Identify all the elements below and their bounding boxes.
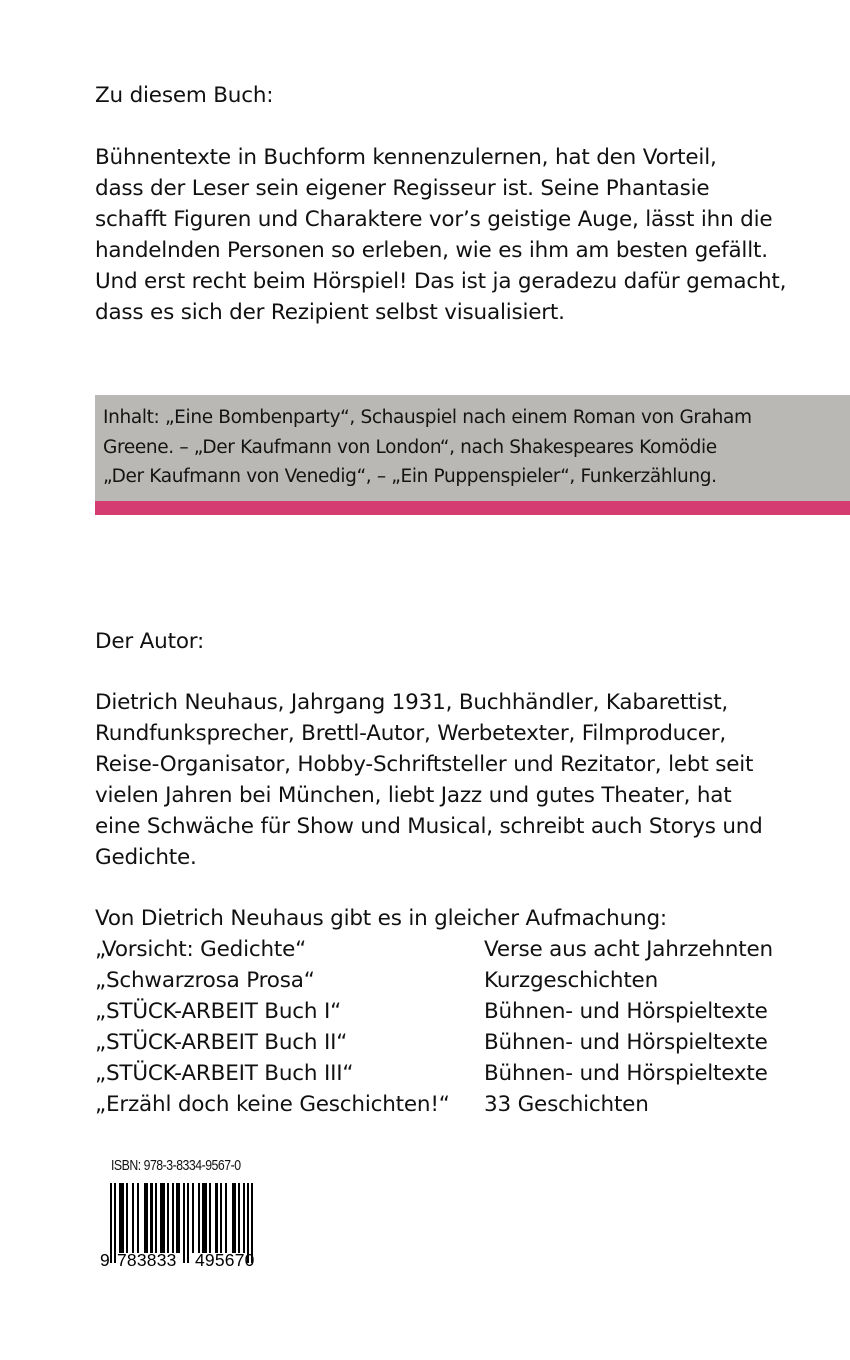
contents-text	[103, 403, 752, 492]
book-row	[95, 965, 773, 996]
book-row	[95, 1089, 773, 1120]
about-author-line: vielen Jahren bei München, liebt Jazz und gutes Theater, hat	[95, 783, 732, 808]
contents-line: Greene. – „Der Kaufmann von London“, nach Shakespeares Komödie	[103, 436, 717, 458]
about-author-line: eine Schwäche für Show und Musical, schreibt auch Storys und	[95, 814, 763, 839]
book-row	[95, 934, 773, 965]
about-book-line: dass es sich der Rezipient selbst visualisiert.	[95, 300, 565, 325]
barcode-digits-left: 783833	[117, 1250, 177, 1270]
about-author-text	[95, 687, 763, 873]
book-genre: Bühnen- und Hörspieltexte	[484, 999, 768, 1024]
isbn-label: ISBN: 978-3-8334-9567-0	[111, 1157, 241, 1174]
book-genre: 33 Geschichten	[484, 1092, 649, 1117]
barcode-digit-first: 9	[100, 1250, 110, 1270]
book-title: „STÜCK-ARBEIT Buch II“	[95, 1030, 348, 1055]
book-row	[95, 996, 773, 1027]
book-title: „STÜCK-ARBEIT Buch I“	[95, 999, 342, 1024]
contents-line: „Der Kaufmann von Venedig“, – „Ein Puppenspieler“, Funkerzählung.	[103, 466, 717, 487]
about-book-line: dass der Leser sein eigener Regisseur ist. Seine Phantasie	[95, 176, 710, 201]
about-book-heading: Zu diesem Buch:	[95, 83, 274, 108]
about-book-line: Und erst recht beim Hörspiel! Das ist ja geradezu dafür gemacht,	[95, 269, 787, 294]
contents-box	[95, 395, 850, 501]
barcode-digits-right: 495670	[195, 1250, 255, 1270]
about-author-line: Gedichte.	[95, 845, 197, 870]
book-genre: Bühnen- und Hörspieltexte	[484, 1061, 768, 1086]
about-author-line: Dietrich Neuhaus, Jahrgang 1931, Buchhändler, Kabarettist,	[95, 690, 729, 715]
about-book-line: schafft Figuren und Charaktere vor’s geistige Auge, lässt ihn die	[95, 207, 773, 232]
other-books-heading: Von Dietrich Neuhaus gibt es in gleicher Aufmachung:	[95, 906, 667, 931]
other-books-list	[95, 934, 773, 1120]
book-row	[95, 1027, 773, 1058]
about-author-line: Rundfunksprecher, Brettl-Autor, Werbetexter, Filmproducer,	[95, 721, 727, 746]
barcode	[100, 1183, 280, 1269]
book-title: „STÜCK-ARBEIT Buch III“	[95, 1061, 354, 1086]
book-genre: Verse aus acht Jahrzehnten	[484, 937, 773, 962]
book-title: „Schwarzrosa Prosa“	[95, 968, 315, 993]
book-genre: Bühnen- und Hörspieltexte	[484, 1030, 768, 1055]
book-title: „Erzähl doch keine Geschichten!“	[95, 1092, 450, 1117]
accent-bar	[95, 501, 850, 515]
about-author-heading: Der Autor:	[95, 629, 205, 654]
about-book-line: Bühnentexte in Buchform kennenzulernen, hat den Vorteil,	[95, 145, 717, 170]
about-author-line: Reise-Organisator, Hobby-Schriftsteller und Rezitator, lebt seit	[95, 752, 754, 777]
contents-line: Inhalt: „Eine Bombenparty“, Schauspiel nach einem Roman von Graham	[103, 407, 752, 428]
book-title: „Vorsicht: Gedichte“	[95, 937, 307, 962]
about-book-line: handelnden Personen so erleben, wie es ihm am besten gefällt.	[95, 238, 768, 263]
book-genre: Kurzgeschichten	[484, 968, 659, 993]
book-row	[95, 1058, 773, 1089]
about-book-text	[95, 142, 786, 328]
